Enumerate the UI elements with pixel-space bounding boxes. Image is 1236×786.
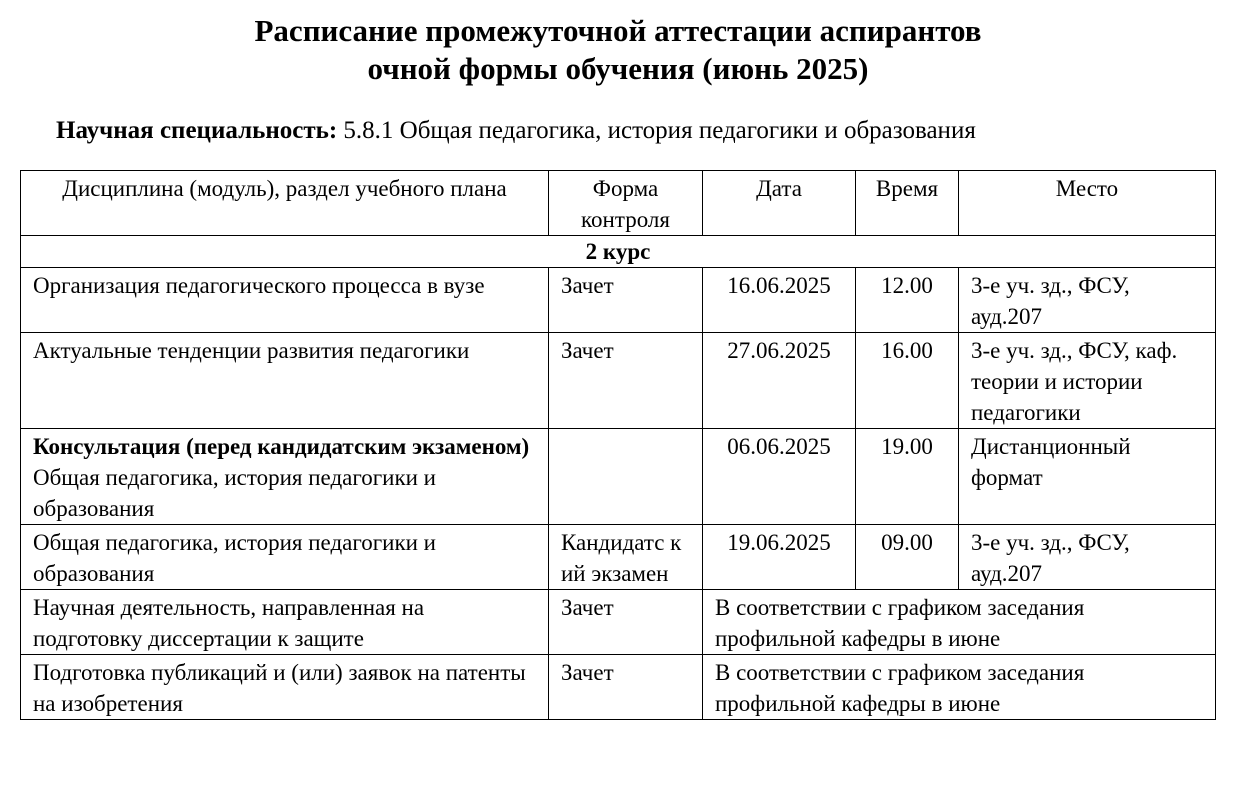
cell-discipline: Научная деятельность, направленная на подготовку диссертации к защите	[21, 590, 549, 655]
cell-form: Кандидатс кий экзамен	[549, 525, 703, 590]
cell-discipline: Актуальные тенденции развития педагогики	[21, 333, 549, 429]
schedule-table	[20, 170, 1216, 720]
specialty-line	[56, 115, 976, 147]
course-label: 2 курс	[21, 236, 1216, 268]
cell-date: 27.06.2025	[703, 333, 856, 429]
cell-date: 06.06.2025	[703, 429, 856, 525]
column-header-discipline: Дисциплина (модуль), раздел учебного плана	[21, 171, 549, 236]
table-row	[21, 525, 1216, 590]
cell-schedule-note: В соответствии с графиком заседания профильной кафедры в июне	[703, 655, 1216, 720]
cell-schedule-note: В соответствии с графиком заседания профильной кафедры в июне	[703, 590, 1216, 655]
cell-discipline: Организация педагогического процесса в вузе	[21, 268, 549, 333]
cell-date: 19.06.2025	[703, 525, 856, 590]
cell-discipline	[21, 429, 549, 525]
specialty-label: Научная специальность:	[56, 117, 338, 144]
cell-discipline: Общая педагогика, история педагогики и образования	[21, 525, 549, 590]
cell-time: 09.00	[856, 525, 959, 590]
cell-place: 3-е уч. зд., ФСУ, ауд.207	[959, 525, 1216, 590]
table-row	[21, 429, 1216, 525]
course-row	[21, 236, 1216, 268]
title-line-1: Расписание промежуточной аттестации аспирантов	[254, 13, 982, 48]
cell-form: Зачет	[549, 590, 703, 655]
column-header-time: Время	[856, 171, 959, 236]
table-row	[21, 655, 1216, 720]
table-row	[21, 333, 1216, 429]
column-header-place: Место	[959, 171, 1216, 236]
column-header-form: Форма контроля	[549, 171, 703, 236]
cell-date: 16.06.2025	[703, 268, 856, 333]
specialty-value: 5.8.1 Общая педагогика, история педагогики и образования	[343, 117, 976, 144]
column-header-date: Дата	[703, 171, 856, 236]
cell-time: 16.00	[856, 333, 959, 429]
cell-form: Зачет	[549, 655, 703, 720]
page-title	[0, 12, 1236, 88]
table-row	[21, 590, 1216, 655]
cell-time: 19.00	[856, 429, 959, 525]
cell-form: Зачет	[549, 333, 703, 429]
cell-form: Зачет	[549, 268, 703, 333]
cell-place: 3-е уч. зд., ФСУ, ауд.207	[959, 268, 1216, 333]
title-line-2: очной формы обучения (июнь 2025)	[367, 51, 869, 86]
table-row	[21, 268, 1216, 333]
cell-place: Дистанционный формат	[959, 429, 1216, 525]
cell-time: 12.00	[856, 268, 959, 333]
cell-form	[549, 429, 703, 525]
cell-place: 3-е уч. зд., ФСУ, каф. теории и истории педагогики	[959, 333, 1216, 429]
consultation-subject: Общая педагогика, история педагогики и образования	[33, 465, 436, 521]
cell-discipline: Подготовка публикаций и (или) заявок на патенты на изобретения	[21, 655, 549, 720]
table-header-row	[21, 171, 1216, 236]
consultation-label: Консультация (перед кандидатским экзаменом)	[33, 434, 530, 459]
